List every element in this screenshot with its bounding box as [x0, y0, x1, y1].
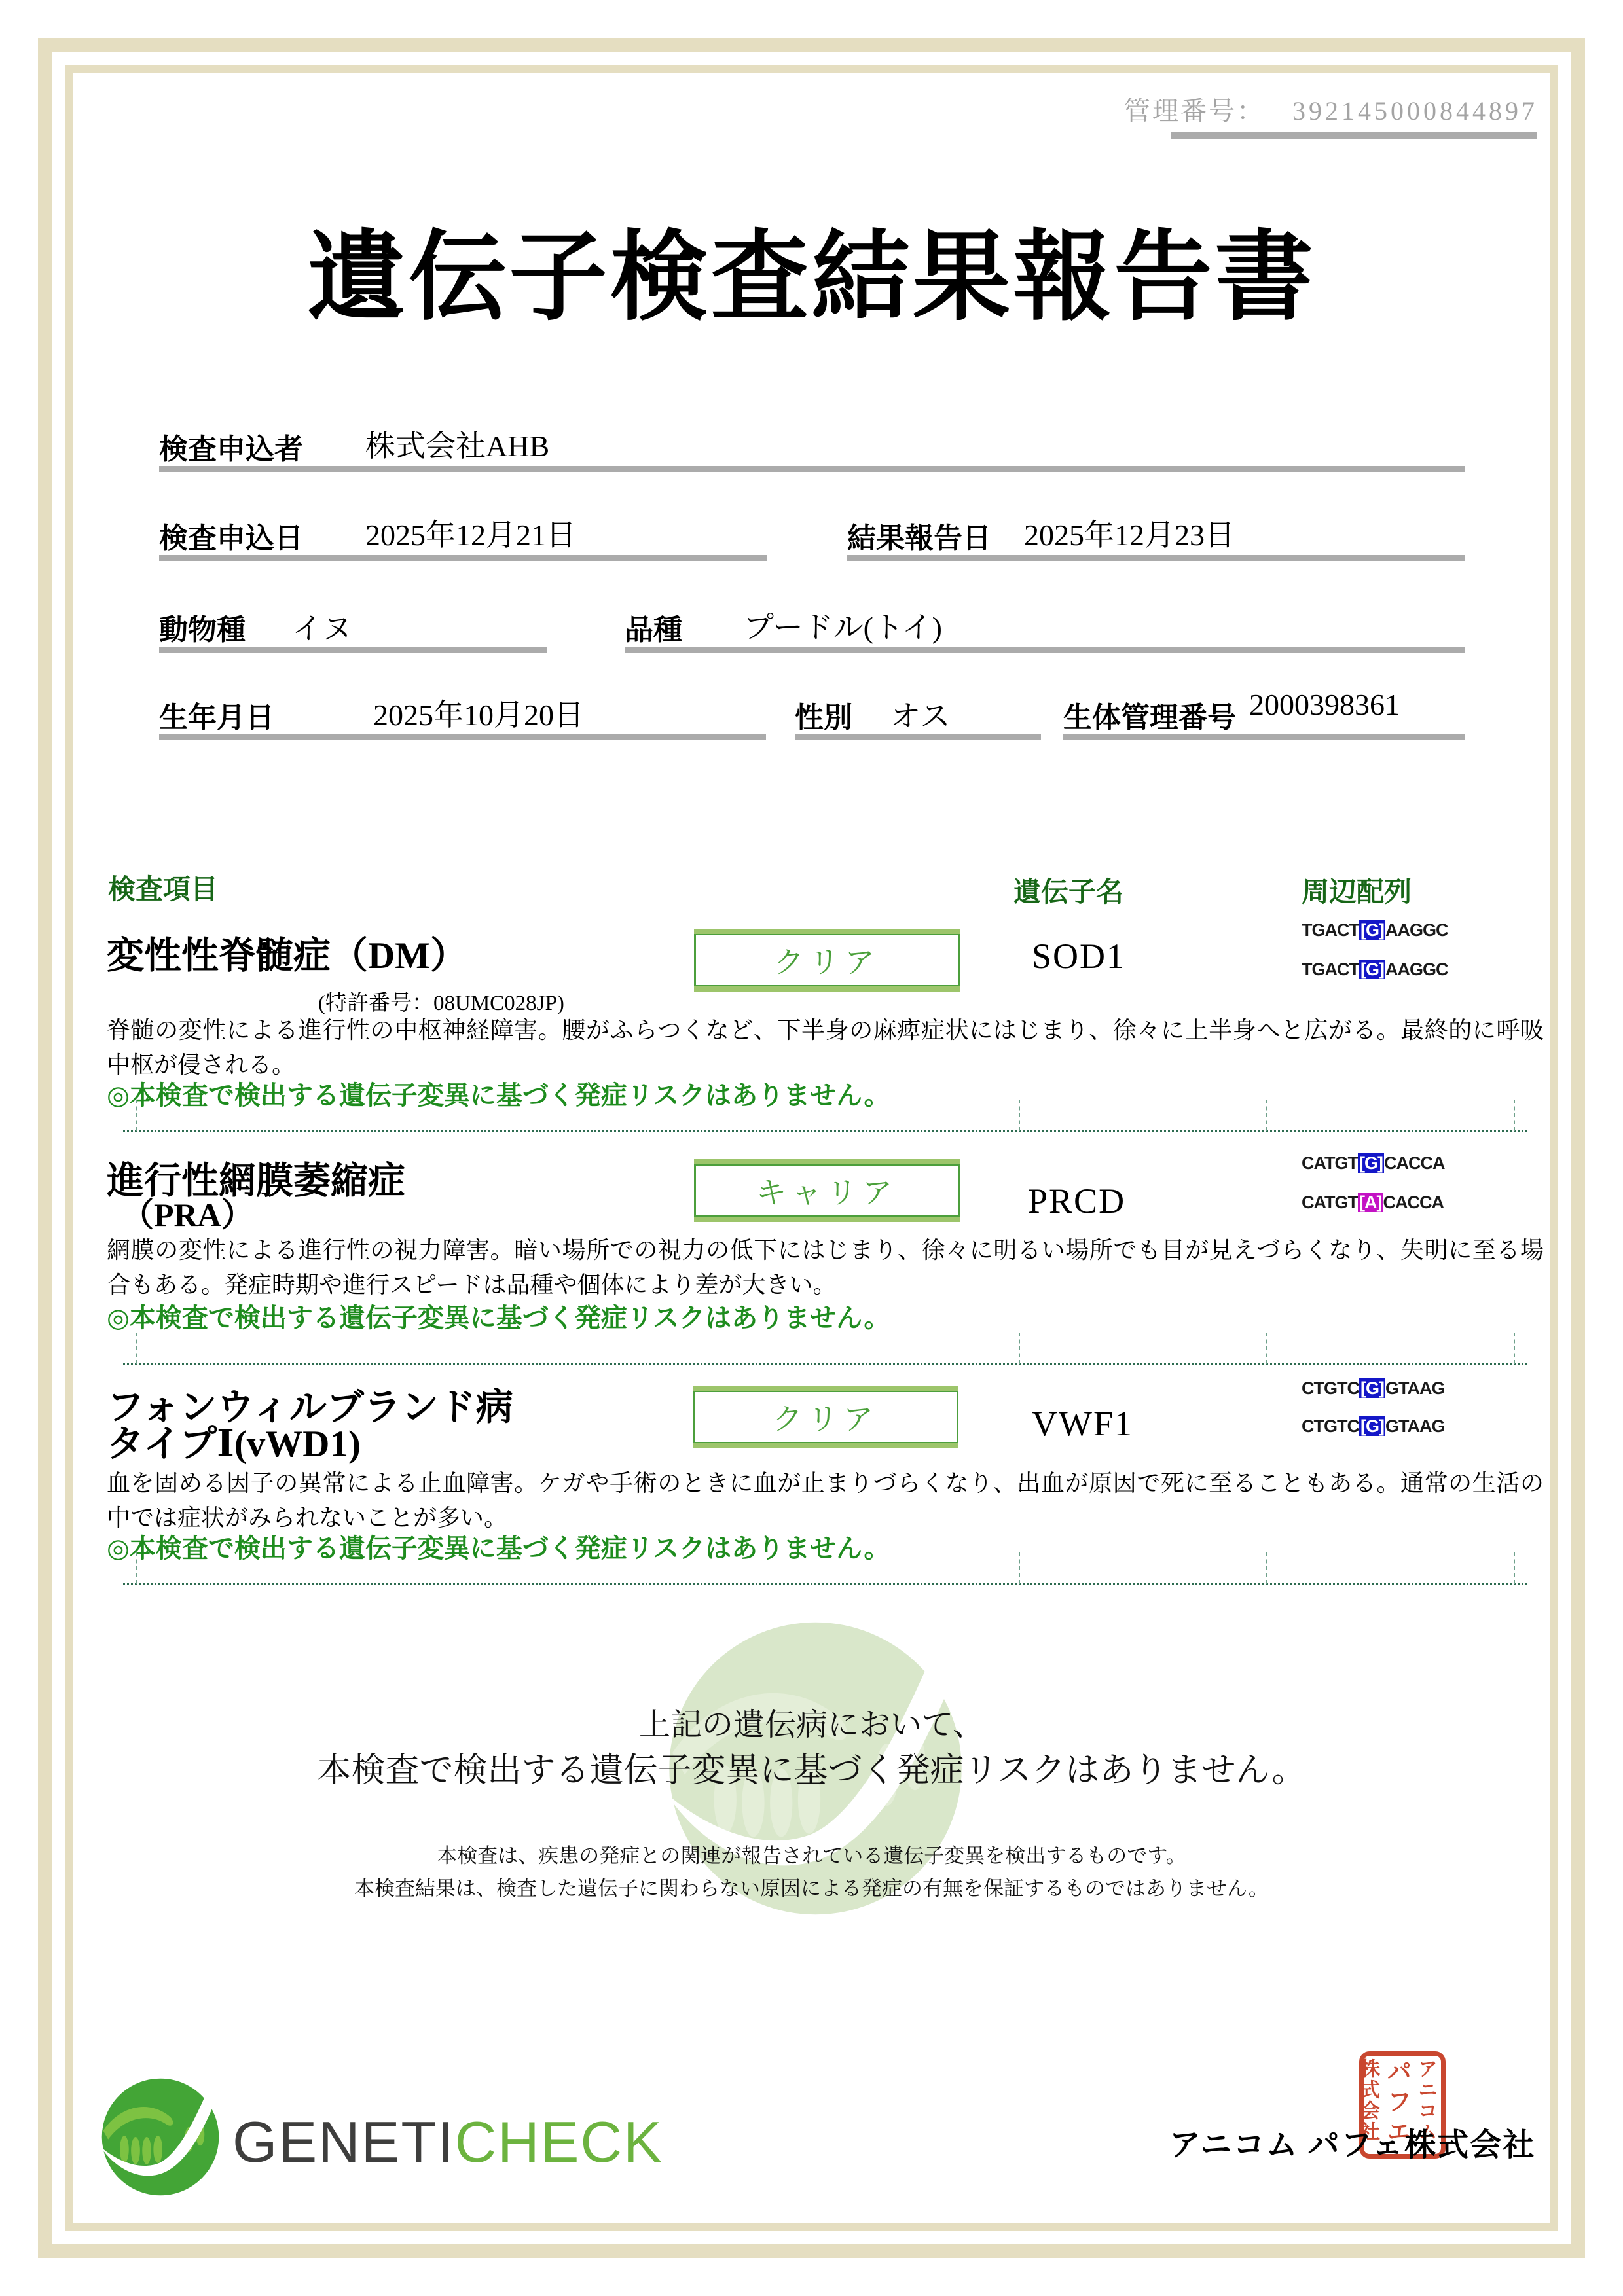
- summary-line2: 本検査で検出する遺伝子変異に基づく発症リスクはありません。: [317, 1751, 1306, 1789]
- sequence-line: CTGTC[G]GTAAG: [1302, 1378, 1445, 1398]
- animal-id-value: 2000398361: [1249, 688, 1400, 721]
- control-number-value: 392145000844897: [1292, 96, 1538, 126]
- birth-date-value: 2025年10月20日: [373, 698, 584, 732]
- mutation-allele: [G]: [1360, 1416, 1384, 1436]
- apply-date-underline: [159, 555, 767, 561]
- applicant-underline: [159, 466, 1465, 472]
- sequence-line: CATGT[A]CACCA: [1302, 1193, 1444, 1212]
- row-separator: [123, 1130, 1527, 1132]
- brand-wordmark: [232, 2109, 663, 2176]
- sex-label: 性別: [795, 702, 852, 734]
- mutation-allele: [A]: [1359, 1193, 1382, 1212]
- sequence-line: TGACT[G]AAGGC: [1302, 960, 1448, 979]
- mutation-allele: [G]: [1360, 1378, 1384, 1398]
- breed-label: 品種: [625, 614, 682, 646]
- page-title: 遺伝子検査結果報告書: [307, 224, 1316, 332]
- seal-column: アニコム: [1415, 2058, 1436, 2142]
- column-header-sequence: 周辺配列: [1302, 878, 1412, 908]
- seal-column: 株式会社: [1357, 2058, 1379, 2142]
- mutation-allele: [G]: [1360, 920, 1384, 940]
- birth-date-underline: [159, 734, 766, 740]
- result-badge: [694, 933, 960, 987]
- sex-value: オス: [890, 700, 951, 733]
- report-date-value: 2025年12月23日: [1024, 518, 1235, 552]
- breed-value: プードル(トイ): [744, 611, 942, 644]
- animal-id-label: 生体管理番号: [1063, 702, 1236, 734]
- mutation-allele: [G]: [1360, 960, 1384, 979]
- patent-number: (特許番号：08UMC028JP): [318, 992, 564, 1015]
- result-text: クリア: [774, 946, 880, 979]
- brand-geneti: GENETI: [232, 2109, 455, 2174]
- species-label: 動物種: [159, 614, 246, 646]
- gene-name: VWF1: [1032, 1404, 1133, 1443]
- report-date-label: 結果報告日: [847, 522, 991, 554]
- result-text: クリア: [773, 1403, 879, 1436]
- species-value: イヌ: [292, 612, 352, 645]
- disease-description: 血を固める因子の異常による止血障害。ケガや手術のときに血が止まりづらくなり、出血が原因で死に至ることもある。通常の生活の中では症状がみられないことが多い。: [107, 1470, 1544, 1531]
- result-text: キャリア: [756, 1176, 898, 1210]
- geneticheck-logo-icon: [98, 2075, 223, 2199]
- control-number-line: [1124, 90, 1538, 128]
- control-number-underline: [1171, 132, 1537, 139]
- result-badge: [694, 1164, 960, 1217]
- sequence-line: TGACT[G]AAGGC: [1302, 920, 1448, 940]
- disease-name-line2: （PRA）: [121, 1196, 254, 1233]
- control-number-label: 管理番号：: [1124, 96, 1265, 126]
- birth-date-label: 生年月日: [159, 702, 274, 734]
- disease-name: 変性性脊髄症（DM）: [107, 935, 467, 977]
- species-underline: [159, 647, 547, 653]
- row-separator: [123, 1363, 1527, 1365]
- sequence-line: CATGT[G]CACCA: [1302, 1153, 1445, 1173]
- apply-date-label: 検査申込日: [159, 522, 303, 554]
- disease-name: 進行性網膜萎縮症: [107, 1160, 405, 1202]
- summary-line1: 上記の遺伝病において、: [638, 1708, 985, 1742]
- sequence-line: CTGTC[G]GTAAG: [1302, 1416, 1445, 1436]
- gene-name: SOD1: [1032, 937, 1126, 976]
- disease-description: 脊髄の変性による進行性の中枢神経障害。腰がふらつくなど、下半身の麻痺症状にはじまり、徐々に上半身へと広がる。最終的に呼吸中枢が侵される。: [107, 1017, 1544, 1078]
- risk-note: ◎本検査で検出する遺伝子変異に基づく発症リスクはありません。: [107, 1081, 890, 1110]
- brand-check: CHECK: [454, 2109, 663, 2174]
- risk-note: ◎本検査で検出する遺伝子変異に基づく発症リスクはありません。: [107, 1534, 890, 1563]
- disease-name: フォンウィルブランド病: [107, 1387, 513, 1428]
- applicant-label: 検査申込者: [159, 433, 303, 465]
- row-separator: [123, 1583, 1527, 1585]
- animal-id-underline: [1063, 734, 1465, 740]
- seal-column: パフエ: [1383, 2058, 1410, 2149]
- disease-name-line2: タイプⅠ(vWD1): [107, 1424, 361, 1465]
- report-date-underline: [847, 555, 1465, 561]
- summary-note2: 本検査結果は、検査した遺伝子に関わらない原因による発症の有無を保証するものではありません。: [354, 1877, 1269, 1900]
- apply-date-value: 2025年12月21日: [365, 518, 576, 552]
- column-header-test-item: 検査項目: [108, 875, 219, 905]
- risk-note: ◎本検査で検出する遺伝子変異に基づく発症リスクはありません。: [107, 1303, 890, 1333]
- disease-description: 網膜の変性による進行性の視力障害。暗い場所での視力の低下にはじまり、徐々に明るい場所でも目が見えづらくなり、失明に至る場合もある。発症時期や進行スピードは品種や個体により差が大きい。: [107, 1237, 1544, 1298]
- sex-underline: [795, 734, 1041, 740]
- breed-underline: [625, 647, 1465, 653]
- company-name: アニコム パフェ株式会社: [1169, 2128, 1536, 2162]
- applicant-value: 株式会社AHB: [365, 429, 550, 463]
- mutation-allele: [G]: [1359, 1153, 1383, 1173]
- summary-note1: 本検査は、疾患の発症との関連が報告されている遺伝子変異を検出するものです。: [437, 1844, 1186, 1867]
- result-badge: [693, 1390, 958, 1444]
- gene-name: PRCD: [1028, 1181, 1126, 1221]
- column-header-gene-name: 遺伝子名: [1013, 878, 1124, 908]
